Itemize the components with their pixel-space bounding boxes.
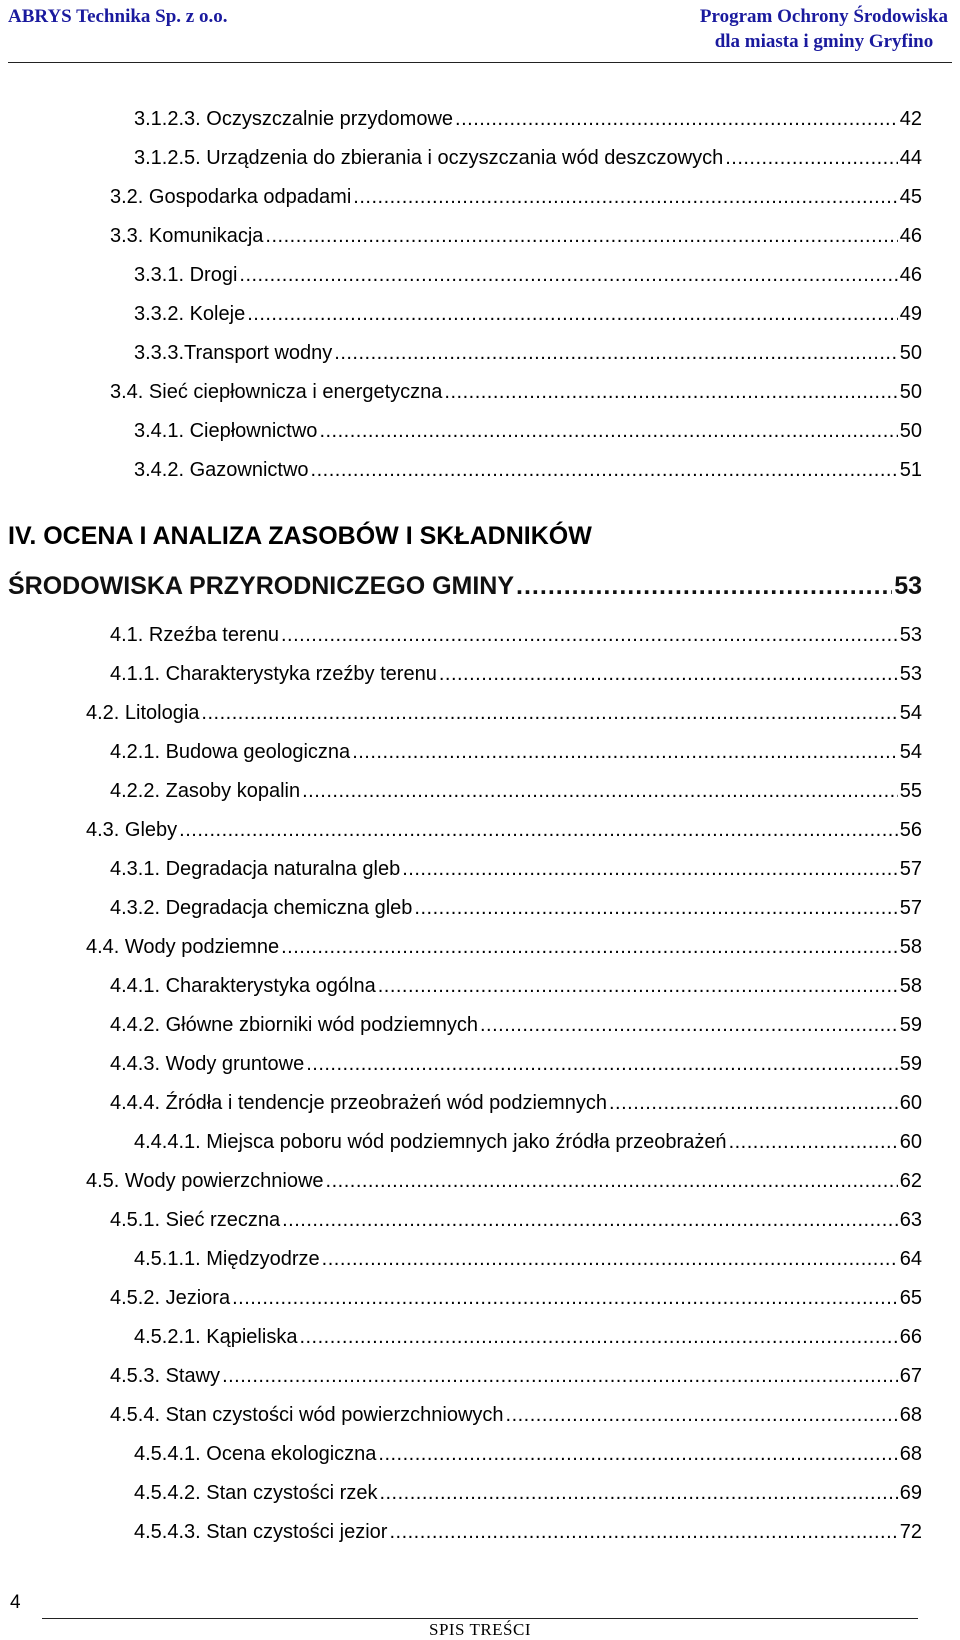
toc-entry-page: 46 xyxy=(899,225,922,247)
toc-entry[interactable] xyxy=(134,1482,922,1505)
toc-entry-title: 4.4.1. Charakterystyka ogólna xyxy=(110,975,376,997)
toc-chapter-entry[interactable] xyxy=(8,572,922,601)
toc-entry-title: 4.5.4.3. Stan czystości jezior xyxy=(134,1521,388,1543)
toc-leader xyxy=(201,702,897,725)
toc-leader xyxy=(609,1092,898,1115)
toc-leader xyxy=(334,342,897,365)
toc-leader xyxy=(302,780,898,803)
toc-entry-title: 4.5.1. Sieć rzeczna xyxy=(110,1209,281,1231)
toc-leader xyxy=(353,186,897,209)
toc-entry-title: 4.3.2. Degradacja chemiczna gleb xyxy=(110,897,413,919)
toc-entry-page: 42 xyxy=(899,108,922,130)
toc-leader xyxy=(729,1131,898,1154)
toc-entry-page: 63 xyxy=(899,1209,922,1231)
toc-entry[interactable] xyxy=(110,1287,922,1310)
toc-leader xyxy=(299,1326,897,1349)
toc-leader xyxy=(222,1365,898,1388)
toc-entry[interactable] xyxy=(110,186,922,209)
toc-entry-page: 50 xyxy=(899,381,922,403)
toc-entry[interactable] xyxy=(86,702,922,725)
toc-entry[interactable] xyxy=(134,1131,922,1154)
footer-label: SPIS TREŚCI xyxy=(428,1620,532,1639)
toc-leader xyxy=(506,1404,898,1427)
toc-entry-title: 4.1. Rzeźba terenu xyxy=(110,624,279,646)
toc-entry[interactable] xyxy=(134,1326,922,1349)
toc-entry-page: 44 xyxy=(899,147,922,169)
toc-entry-page: 53 xyxy=(894,572,922,600)
toc-leader xyxy=(247,303,898,326)
toc-entry-page: 60 xyxy=(899,1131,922,1153)
toc-entry-title: 4.4. Wody podziemne xyxy=(86,936,280,958)
header-divider xyxy=(8,62,952,63)
toc-entry-page: 50 xyxy=(899,342,922,364)
toc-entry-title: 3.3.3.Transport wodny xyxy=(134,342,333,364)
toc-entry-page: 45 xyxy=(899,186,922,208)
toc-entry[interactable] xyxy=(110,1365,922,1388)
toc-entry-title: 4.4.4.1. Miejsca poboru wód podziemnych jako źródła przeobrażeń xyxy=(134,1131,727,1153)
toc-entry[interactable] xyxy=(110,741,922,764)
toc-entry-page: 68 xyxy=(899,1404,922,1426)
page-number: 4 xyxy=(10,1592,21,1613)
toc-entry-page: 68 xyxy=(899,1443,922,1465)
toc-entry[interactable] xyxy=(110,858,922,881)
toc-entry[interactable] xyxy=(134,303,922,326)
toc-entry-title: 3.3. Komunikacja xyxy=(110,225,264,247)
toc-entry-title: 4.5.1.1. Międzyodrze xyxy=(134,1248,320,1270)
toc-entry[interactable] xyxy=(110,381,922,404)
toc-entry-title: 4.2.1. Budowa geologiczna xyxy=(110,741,351,763)
program-title xyxy=(700,4,948,54)
toc-entry-title: 4.5.4.1. Ocena ekologiczna xyxy=(134,1443,377,1465)
toc-entry[interactable] xyxy=(134,1248,922,1271)
toc-entry-title: 3.1.2.5. Urządzenia do zbierania i oczyszczania wód deszczowych xyxy=(134,147,724,169)
toc-entry-page: 59 xyxy=(899,1014,922,1036)
toc-entry-title: 3.3.1. Drogi xyxy=(134,264,238,286)
toc-entry-page: 57 xyxy=(899,858,922,880)
toc-leader xyxy=(725,147,898,170)
toc-leader xyxy=(306,1053,898,1076)
toc-entry[interactable] xyxy=(134,420,922,443)
toc-entry-page: 50 xyxy=(899,420,922,442)
toc-entry-page: 53 xyxy=(899,624,922,646)
toc-entry-page: 57 xyxy=(899,897,922,919)
toc-entry-title: 4.5.4. Stan czystości wód powierzchniowych xyxy=(110,1404,504,1426)
toc-entry-title: 4.2.2. Zasoby kopalin xyxy=(110,780,301,802)
toc-entry-page: 58 xyxy=(899,975,922,997)
toc-entry-page: 54 xyxy=(899,702,922,724)
toc-entry-title: 4.4.4. Źródła i tendencje przeobrażeń wód podziemnych xyxy=(110,1092,607,1114)
toc-entry[interactable] xyxy=(134,459,922,482)
toc-leader xyxy=(402,858,898,881)
toc-entry-page: 58 xyxy=(899,936,922,958)
toc-entry[interactable] xyxy=(110,225,922,248)
toc-entry-page: 60 xyxy=(899,1092,922,1114)
toc-entry-title: 4.3.1. Degradacja naturalna gleb xyxy=(110,858,401,880)
toc-entry[interactable] xyxy=(110,897,922,920)
toc-leader xyxy=(265,225,897,248)
toc-entry[interactable] xyxy=(110,663,922,686)
toc-leader xyxy=(322,1248,898,1271)
toc-entry-title: 3.2. Gospodarka odpadami xyxy=(110,186,352,208)
toc-entry-title: 4.4.3. Wody gruntowe xyxy=(110,1053,305,1075)
toc-entry[interactable] xyxy=(110,975,922,998)
toc-leader xyxy=(319,420,897,443)
toc-entry[interactable] xyxy=(134,147,922,170)
chapter-heading[interactable]: IV. OCENA I ANALIZA ZASOBÓW I SKŁADNIKÓW xyxy=(8,522,592,550)
toc-entry-title: ŚRODOWISKA PRZYRODNICZEGO GMINY xyxy=(8,572,515,600)
toc-entry-page: 69 xyxy=(899,1482,922,1504)
program-title-line1: Program Ochrony Środowiska xyxy=(699,6,948,27)
toc-entry-page: 56 xyxy=(899,819,922,841)
toc-entry-page: 55 xyxy=(899,780,922,802)
toc-entry-page: 54 xyxy=(899,741,922,763)
toc-entry-title: 4.5.2.1. Kąpieliska xyxy=(134,1326,298,1348)
toc-entry-title: 3.3.2. Koleje xyxy=(134,303,246,325)
toc-leader xyxy=(414,897,897,920)
toc-entry[interactable] xyxy=(134,1443,922,1466)
toc-entry-page: 59 xyxy=(899,1053,922,1075)
toc-leader xyxy=(179,819,898,842)
toc-leader xyxy=(444,381,897,404)
toc-entry[interactable] xyxy=(110,1404,922,1427)
toc-leader xyxy=(516,572,892,601)
toc-leader xyxy=(326,1170,898,1193)
toc-entry[interactable] xyxy=(86,936,922,959)
toc-leader xyxy=(439,663,898,686)
toc-leader xyxy=(281,936,898,959)
company-name: ABRYS Technika Sp. z o.o. xyxy=(8,6,228,27)
toc-entry-title: 3.4. Sieć ciepłownicza i energetyczna xyxy=(110,381,443,403)
toc-entry-title: 4.5.4.2. Stan czystości rzek xyxy=(134,1482,378,1504)
toc-leader xyxy=(378,1443,897,1466)
toc-entry-title: 4.5.2. Jeziora xyxy=(110,1287,231,1309)
toc-entry[interactable] xyxy=(110,1014,922,1037)
toc-entry-page: 65 xyxy=(899,1287,922,1309)
toc-leader xyxy=(379,1482,897,1505)
toc-entry[interactable] xyxy=(110,780,922,803)
toc-leader xyxy=(480,1014,898,1037)
toc-entry-page: 67 xyxy=(899,1365,922,1387)
toc-entry[interactable] xyxy=(134,108,922,131)
toc-entry[interactable] xyxy=(86,819,922,842)
toc-entry-page: 66 xyxy=(899,1326,922,1348)
toc-entry-title: 4.1.1. Charakterystyka rzeźby terenu xyxy=(110,663,437,685)
toc-entry[interactable] xyxy=(86,1170,922,1193)
toc-leader xyxy=(455,108,898,131)
toc-entry-page: 53 xyxy=(899,663,922,685)
toc-entry-title: 3.4.1. Ciepłownictwo xyxy=(134,420,318,442)
toc-entry[interactable] xyxy=(110,1092,922,1115)
toc-leader xyxy=(282,1209,898,1232)
toc-entry[interactable] xyxy=(134,342,922,365)
toc-entry[interactable] xyxy=(110,1209,922,1232)
toc-entry-title: 3.1.2.3. Oczyszczalnie przydomowe xyxy=(134,108,454,130)
toc-leader xyxy=(378,975,898,998)
toc-entry[interactable] xyxy=(134,1521,922,1544)
toc-leader xyxy=(232,1287,898,1310)
toc-entry-page: 72 xyxy=(899,1521,922,1543)
toc-entry-page: 51 xyxy=(899,459,922,481)
toc-entry-title: 4.3. Gleby xyxy=(86,819,178,841)
toc-entry-page: 46 xyxy=(899,264,922,286)
toc-leader xyxy=(311,459,898,482)
page-header xyxy=(0,0,960,64)
toc-entry[interactable] xyxy=(110,1053,922,1076)
toc-entry-page: 62 xyxy=(899,1170,922,1192)
toc-entry-title: 4.5. Wody powierzchniowe xyxy=(86,1170,324,1192)
toc-entry-title: 4.2. Litologia xyxy=(86,702,200,724)
toc-leader xyxy=(352,741,898,764)
toc-entry[interactable] xyxy=(134,264,922,287)
toc-entry-page: 49 xyxy=(899,303,922,325)
toc-entry-title: 4.5.3. Stawy xyxy=(110,1365,221,1387)
toc-entry[interactable] xyxy=(110,624,922,647)
toc-leader xyxy=(389,1521,897,1544)
toc-entry-title: 4.4.2. Główne zbiorniki wód podziemnych xyxy=(110,1014,478,1036)
toc-leader xyxy=(281,624,898,647)
toc-entry-title: 3.4.2. Gazownictwo xyxy=(134,459,309,481)
footer-divider xyxy=(42,1618,918,1619)
toc-entry-page: 64 xyxy=(899,1248,922,1270)
program-title-line2: dla miasta i gminy Gryfino xyxy=(714,31,934,52)
toc-leader xyxy=(239,264,897,287)
